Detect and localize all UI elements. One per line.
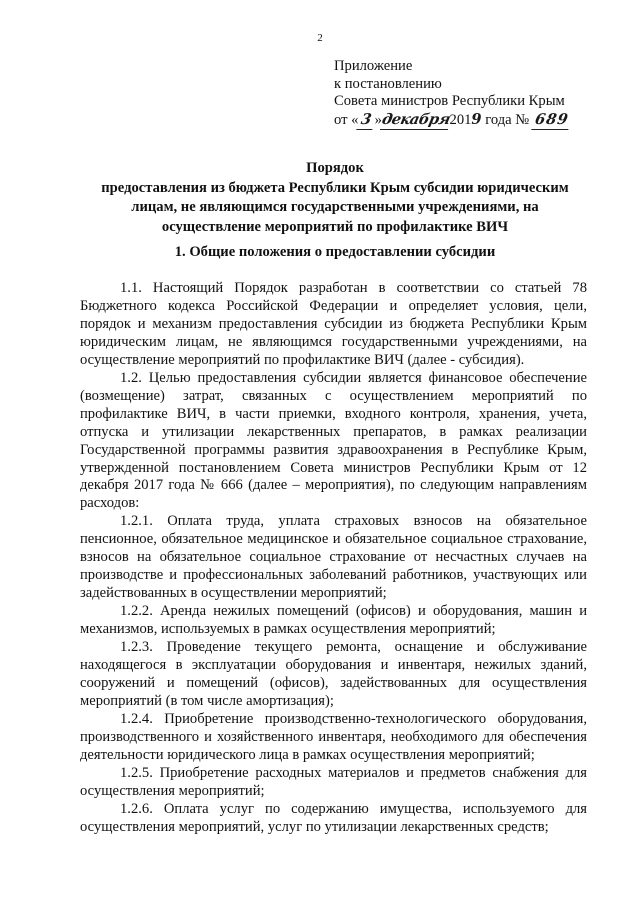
title-line-3: лицам, не являющимся государственными учреждениями, на [131, 199, 539, 215]
year-prefix: 201 [449, 111, 472, 128]
paragraph-1-2-3: 1.2.3. Проведение текущего ремонта, оснащение и обслуживание находящегося в эксплуатации оборудования и инвентаря, нежилых зданий, сооружений и помещений (офисов), задействованных для осуществления мероприятий (в том числе амортизация); [80, 639, 587, 709]
section-heading: 1. Общие положения о предоставлении субсидии [174, 244, 496, 260]
appendix-line-2: к постановлению [334, 75, 442, 92]
appendix-line-3: Совета министров Республики Крым [334, 93, 565, 110]
document-title [40, 159, 630, 237]
handwritten-day: 3 [357, 111, 376, 130]
appendix-block [334, 58, 634, 129]
page-number: 2 [317, 32, 323, 44]
paragraph-1-2-6: 1.2.6. Оплата услуг по содержанию имущества, используемого для осуществления мероприятий, услуг по утилизации лекарственных средств; [80, 800, 587, 835]
paragraph-1-2-2: 1.2.2. Аренда нежилых помещений (офисов) и оборудования, машин и механизмов, используемых в рамках осуществления мероприятий; [80, 603, 587, 638]
year-suffix: года № [481, 111, 530, 128]
title-line-2: предоставления из бюджета Республики Крым субсидии юридическим [101, 179, 569, 196]
paragraph-1-2-5: 1.2.5. Приобретение расходных материалов и предметов снабжения для осуществления мероприятий; [80, 764, 587, 799]
title-line-1: Порядок [306, 160, 364, 176]
paragraph-1-1: 1.1. Настоящий Порядок разработан в соответствии со статьей 78 Бюджетного кодекса Российской Федерации и определяет условия, цели, порядок и механизм предоставления субсидии из бюджета Республики Крым юридическим лицам, не являющимся государственными учреждениями, на осуществление мероприятий по профилактике ВИЧ (далее - субсидия). [80, 280, 587, 368]
paragraph-1-2-4: 1.2.4. Приобретение производственно-технологического оборудования, производственного и хозяйственного инвентаря, необходимого для обеспечения деятельности юридического лица в рамках осуществления мероприятий; [80, 710, 587, 763]
paragraph-1-2-1: 1.2.1. Оплата труда, уплата страховых взносов на обязательное пенсионное, обязательное медицинское и обязательное социальное страхование, взносов на обязательное социальное страхование от несчастных случаев на производстве и профессиональных заболеваний работников, участвующих или задействованных в осуществлении мероприятий; [80, 513, 587, 602]
date-day-close: » [374, 111, 382, 128]
handwritten-month: декабря [380, 110, 452, 128]
paragraph-1-2: 1.2. Целью предоставления субсидии является финансовое обеспечение (возмещение) затрат, связанных с осуществлением мероприятий по профилактике ВИЧ, в части приемки, входного контроля, хранения, учета, отпуска и утилизации лекарственных препаратов, в рамках реализации Государственной программы развития здравоохранения в Республике Крым, утвержденной постановлением Совета министров Республики Крым от 12 декабря 2017 года № 666 (далее – мероприятия), по следующим направлениям расходов: [80, 369, 587, 512]
handwritten-resolution-number: 689 [531, 111, 572, 130]
appendix-line-1: Приложение [334, 58, 413, 74]
title-line-4: осуществление мероприятий по профилактике ВИЧ [161, 218, 509, 235]
appendix-date-line [334, 111, 634, 130]
date-prefix: от « [334, 111, 359, 128]
document-body [80, 280, 587, 837]
handwritten-year-digit: 9 [471, 110, 482, 128]
